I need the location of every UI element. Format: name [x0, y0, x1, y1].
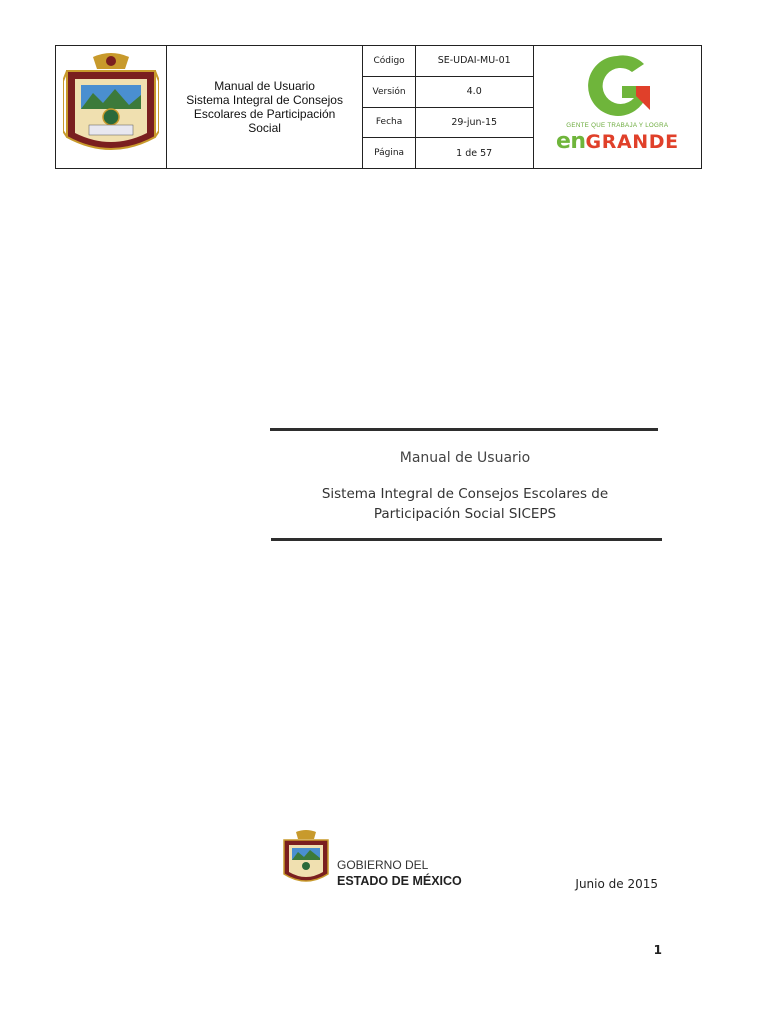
small-coat-of-arms-icon: [280, 830, 332, 890]
header-title-line: Manual de Usuario: [214, 79, 315, 93]
brand-wordmark: [552, 129, 682, 154]
brand-word-en: en: [555, 129, 586, 154]
cover-subtitle: [285, 484, 645, 524]
crest-cell: [56, 46, 167, 169]
page-number: 1: [653, 943, 662, 957]
page-label: Página: [363, 138, 415, 169]
page-value: 1 de 57: [415, 138, 533, 169]
engrande-brand-logo: [552, 52, 682, 162]
document-header-table: [55, 45, 702, 169]
brand-tagline: GENTE QUE TRABAJA Y LOGRA: [566, 122, 669, 129]
publication-date: Junio de 2015: [575, 877, 658, 891]
cover-title: Manual de Usuario: [399, 450, 531, 466]
cover-subtitle-line: Participación Social SICEPS: [373, 506, 557, 522]
version-value: 4.0: [415, 76, 533, 107]
state-government-logo: [280, 830, 475, 892]
cover-subtitle-line: Sistema Integral de Consejos Escolares de: [321, 486, 609, 502]
header-title-line: Escolares de Participación: [193, 107, 336, 121]
title-top-rule: [270, 428, 658, 431]
brand-word-grande: GRANDE: [585, 131, 679, 153]
date-label: Fecha: [363, 107, 415, 138]
state-coat-of-arms-logo: [63, 51, 159, 163]
header-title-line: Sistema Integral de Consejos: [186, 93, 343, 107]
brand-cell: [533, 46, 701, 169]
version-label: Versión: [363, 76, 415, 107]
gov-name-line2: ESTADO DE MÉXICO: [337, 874, 462, 888]
title-bottom-rule: [271, 538, 662, 541]
date-value: 29-jun-15: [415, 107, 533, 138]
document-header-title: [167, 79, 363, 135]
header-title-line: Social: [248, 121, 281, 135]
code-value: SE-UDAI-MU-01: [415, 46, 533, 77]
code-label: Código: [363, 46, 415, 77]
document-title-cell: [166, 46, 363, 169]
gov-name-line1: GOBIERNO DEL: [337, 858, 429, 872]
